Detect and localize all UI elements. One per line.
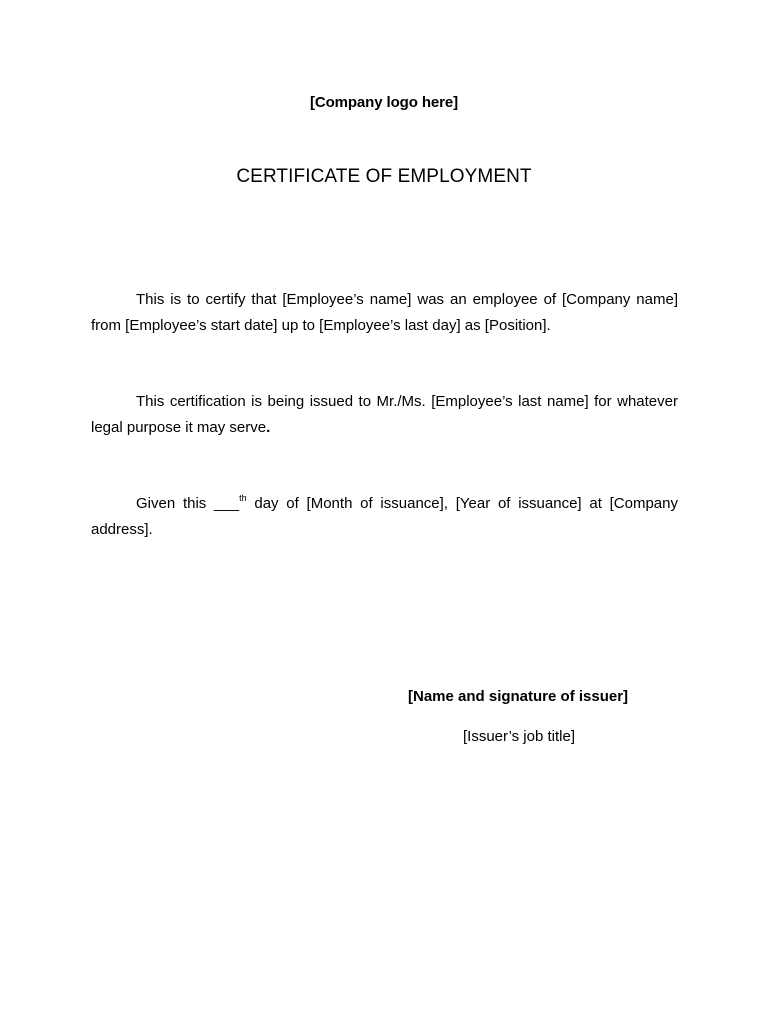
certification-text: This is to certify that [Employee’s name] was an employee of [Company name] from [Employee’s start date] up to [Employee’s last day] as [Position]. [91,291,678,334]
issuance-text-start: Given this [136,495,215,512]
issuer-name-signature: [Name and signature of issuer] [408,688,629,705]
purpose-period: . [266,419,271,436]
issuance-paragraph [91,491,678,543]
purpose-text: This certification is being issued to Mr./Ms. [Employee’s last name] for whatever legal purpose it may serve [91,393,678,436]
issuer-job-title: [Issuer’s job title] [463,728,575,745]
document-title: CERTIFICATE OF EMPLOYMENT [236,166,532,187]
certification-paragraph [91,287,678,339]
ordinal-suffix: th [239,493,247,503]
company-logo-placeholder: [Company logo here] [309,94,459,111]
day-blank: ___ [214,495,240,512]
issuance-text-end: day of [Month of issuance], [Year of issuance] at [Company address]. [91,495,678,538]
purpose-paragraph [91,389,678,441]
